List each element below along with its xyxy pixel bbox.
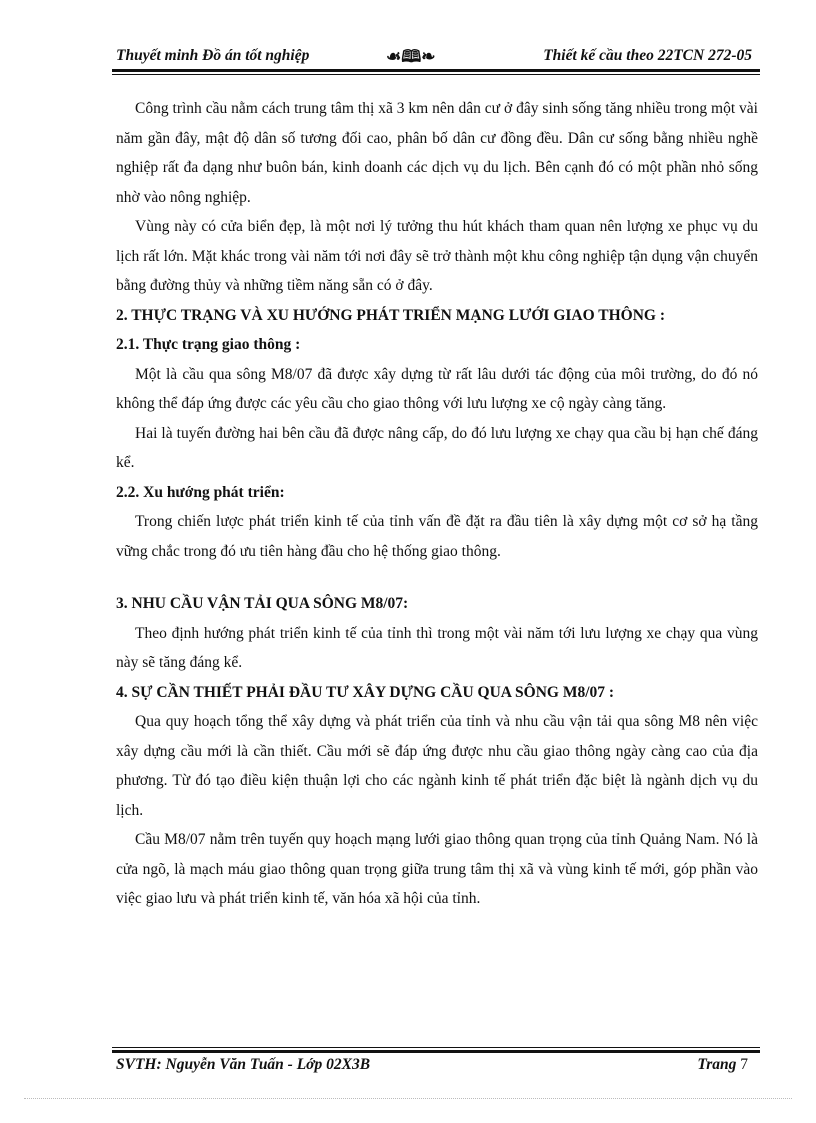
paragraph-tourism: Vùng này có cửa biển đẹp, là một nơi lý tưởng thu hút khách tham quan nên lượng xe phục vụ du lịch rất lớn. Mặt khác trong vài năm tới nơi đây sẽ trở thành một khu công nghiệp tận dụng vận chuyển bằng đường thủy và những tiềm năng sẵn có ở đây. [116, 218, 758, 294]
footer-rule-thin [112, 1047, 760, 1048]
header-rule-thin [112, 74, 760, 75]
footer-rule-thick [112, 1050, 760, 1053]
page-break-line [24, 1098, 792, 1099]
section-3-heading: 3. NHU CẦU VẬN TẢI QUA SÔNG M8/07: [116, 595, 409, 612]
spacer [116, 566, 758, 589]
subsection-2-2-heading: 2.2. Xu hướng phát triển: [116, 483, 285, 501]
paragraph-road-upgrade: Hai là tuyến đường hai bên cầu đã được nâng cấp, do đó lưu lượng xe chạy qua cầu bị hạn chế đáng kể. [116, 424, 758, 471]
header-rule-thick [112, 69, 760, 72]
header-standard-title: Thiết kế cầu theo 22TCN 272-05 [543, 47, 752, 64]
footer-student-info: SVTH: Nguyễn Văn Tuấn - Lớp 02X3B [116, 1056, 371, 1073]
document-body [116, 94, 758, 914]
paragraph-planning: Qua quy hoạch tổng thể xây dựng và phát triển của tỉnh và nhu cầu vận tải qua sông M8 nên việc xây dựng cầu mới là cần thiết. Cầu mới sẽ đáp ứng được nhu cầu giao thông ngày càng cao của địa phương. Từ đó tạo điều kiện thuận lợi cho các ngành kinh tế phát triển đặc biệt là ngành dịch vụ du lịch. [116, 713, 758, 819]
page-label: Trang [697, 1056, 737, 1073]
header-document-title: Thuyết minh Đồ án tốt nghiệp [116, 47, 310, 64]
book-ornament-icon: ☙🕮❧ [386, 47, 436, 66]
section-4-heading: 4. SỰ CẦN THIẾT PHẢI ĐẦU TƯ XÂY DỰNG CẦU QUA SÔNG M8/07 : [116, 683, 615, 701]
subsection-2-1-heading: 2.1. Thực trạng giao thông : [116, 336, 301, 353]
paragraph-development-strategy: Trong chiến lược phát triển kinh tế của tỉnh vấn đề đặt ra đầu tiên là xây dựng một cơ sở hạ tầng vững chắc trong đó ưu tiên hàng đầu cho hệ thống giao thông. [116, 513, 758, 560]
paragraph-population: Công trình cầu nằm cách trung tâm thị xã 3 km nên dân cư ở đây sinh sống tăng nhiều trong một vài năm gần đây, mật độ dân số tương đối cao, phân bố dân cư đồng đều. Dân cư sống bằng nhiều nghề nghiệp rất đa dạng như buôn bán, kinh doanh các dịch vụ du lịch. Bên cạnh đó có một phần nhỏ sống nhờ vào nông nghiệp. [116, 100, 758, 206]
paragraph-old-bridge: Một là cầu qua sông M8/07 đã được xây dựng từ rất lâu dưới tác động của môi trường, do đó nó không thể đáp ứng được các yêu cầu cho giao thông với lưu lượng xe cộ ngày càng tăng. [116, 365, 758, 412]
paragraph-bridge-importance: Cầu M8/07 nằm trên tuyến quy hoạch mạng lưới giao thông quan trọng của tỉnh Quảng Nam. Nó là cửa ngõ, là mạch máu giao thông quan trọng giữa trung tâm thị xã và vùng kinh tế mới, góp phần vào việc giao lưu và phát triển kinh tế, văn hóa xã hội của tỉnh. [116, 831, 758, 907]
paragraph-traffic-growth: Theo định hướng phát triển kinh tế của tỉnh thì trong một vài năm tới lưu lượng xe chạy qua vùng này sẽ tăng đáng kể. [116, 624, 758, 671]
page-number-value: 7 [740, 1056, 748, 1073]
section-2-heading: 2. THỰC TRẠNG VÀ XU HƯỚNG PHÁT TRIỂN MẠNG LƯỚI GIAO THÔNG : [116, 306, 666, 324]
page-number [697, 1056, 748, 1074]
page-header [116, 44, 760, 68]
